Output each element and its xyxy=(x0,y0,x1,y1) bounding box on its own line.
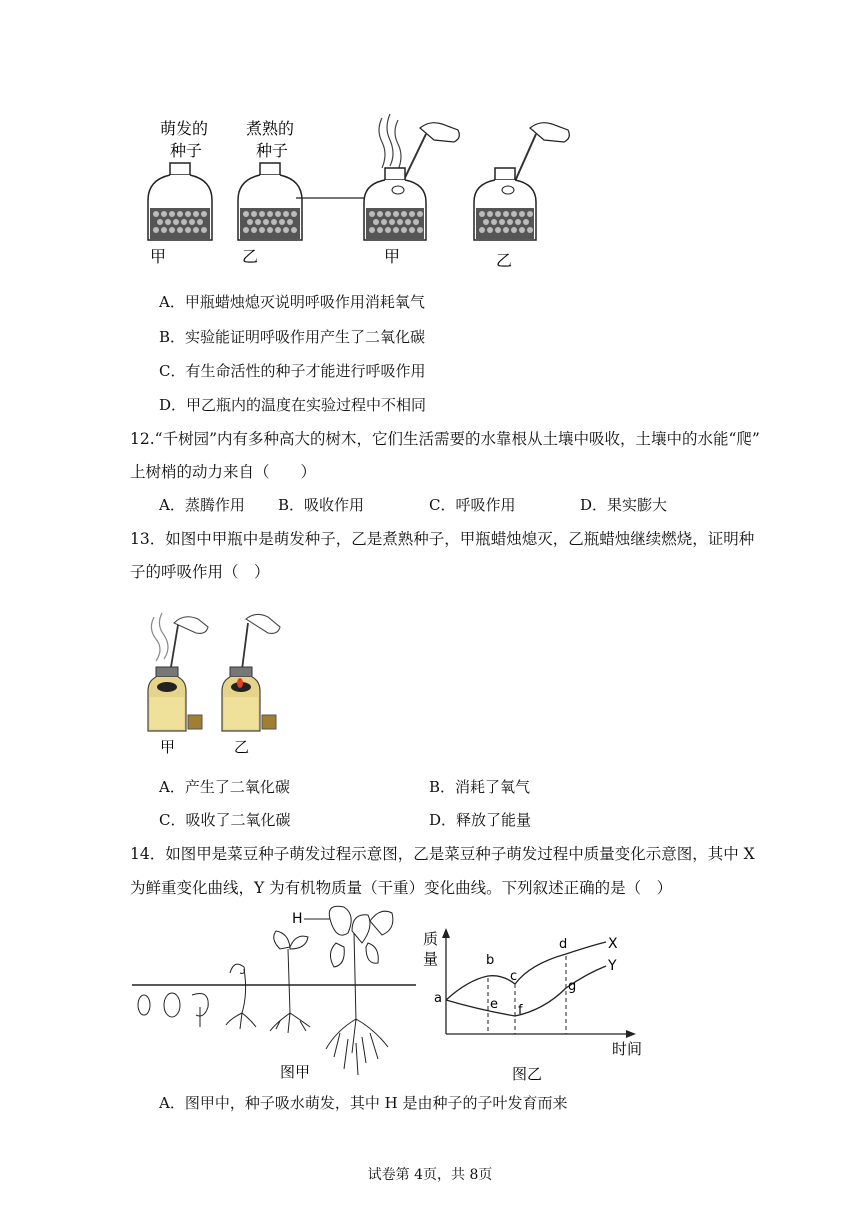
label-h: H xyxy=(292,911,303,927)
jar-label-1: 甲 xyxy=(150,247,167,266)
q12-stem-line1: 12.“千树园”内有多种高大的树木，它们生活需要的水靠根从土壤中吸收，土壤中的水能“爬” xyxy=(130,430,760,448)
q12-option-a: A．蒸腾作用 xyxy=(159,496,245,514)
q14-stem-line1: 14．如图甲是菜豆种子萌发过程示意图，乙是菜豆种子萌发过程中质量变化示意图，其中 X xyxy=(130,845,755,863)
q11-option-c: C．有生命活性的种子才能进行呼吸作用 xyxy=(159,362,426,380)
x-axis-label: 时间 xyxy=(612,1040,643,1058)
q12-option-d: D．果实膨大 xyxy=(580,496,668,514)
q11-option-a: A．甲瓶蜡烛熄灭说明呼吸作用消耗氧气 xyxy=(159,293,425,311)
jar-label-2: 乙 xyxy=(242,247,259,266)
q13-jar-label-yi: 乙 xyxy=(234,738,250,756)
q12-option-b: B．吸收作用 xyxy=(278,496,365,514)
q11-option-b: B．实验能证明呼吸作用产生了二氧化碳 xyxy=(159,328,426,346)
figure-q13-jars xyxy=(140,605,290,757)
q14-option-a: A．图甲中，种子吸水萌发，其中 H 是由种子的子叶发育而来 xyxy=(159,1094,568,1112)
fig-jia-caption: 图甲 xyxy=(280,1063,311,1081)
q11-option-d: D．甲乙瓶内的温度在实验过程中不相同 xyxy=(159,396,427,414)
q12-stem-line2: 上树梢的动力来自（ ） xyxy=(130,463,317,481)
q13-option-d: D．释放了能量 xyxy=(429,811,532,829)
jar-yi-left xyxy=(238,163,302,240)
page-footer: 试卷第 4页，共 8页 xyxy=(367,1167,493,1183)
figure-seed-jars xyxy=(130,110,600,270)
q13-stem-line1: 13．如图中甲瓶中是萌发种子，乙是煮熟种子，甲瓶蜡烛熄灭，乙瓶蜡烛继续燃烧，证明种 xyxy=(130,530,755,548)
q13-option-a: A．产生了二氧化碳 xyxy=(159,778,290,796)
figure-yi-mass-chart xyxy=(420,920,660,1085)
fig-yi-caption: 图乙 xyxy=(512,1065,543,1083)
label-cooked-seeds-2: 种子 xyxy=(256,141,289,160)
point-label-d: d xyxy=(559,937,568,952)
jar-label-4: 乙 xyxy=(496,251,513,270)
q13-jar-jia xyxy=(148,667,186,731)
q13-option-b: B．消耗了氧气 xyxy=(429,778,531,796)
curve-label-x: X xyxy=(608,936,618,952)
figure-jia-germination xyxy=(130,903,420,1083)
q13-stem-line2: 子的呼吸作用（ ） xyxy=(130,563,270,581)
q13-option-c: C．吸收了二氧化碳 xyxy=(159,811,291,829)
jar-jia-left xyxy=(148,163,212,240)
curve-x xyxy=(446,942,606,1000)
label-cooked-seeds-1: 煮熟的 xyxy=(246,119,295,138)
q13-jar-label-jia: 甲 xyxy=(160,738,176,756)
q14-stem-line2: 为鲜重变化曲线，Y 为有机物质量（干重）变化曲线。下列叙述正确的是（ ） xyxy=(130,879,673,897)
curve-label-y: Y xyxy=(608,958,617,974)
y-axis-label-1: 质 xyxy=(423,930,439,948)
point-label-e: e xyxy=(490,997,498,1012)
point-label-b: b xyxy=(486,953,495,968)
point-label-c: c xyxy=(510,969,518,984)
label-sprouting-seeds-2: 种子 xyxy=(170,141,203,160)
q12-option-c: C．呼吸作用 xyxy=(429,496,516,514)
q13-jar-yi xyxy=(222,667,260,731)
point-label-f: f xyxy=(518,1003,523,1018)
jar-jia-right xyxy=(364,114,459,240)
point-label-g: g xyxy=(568,979,577,994)
y-axis-label-2: 量 xyxy=(423,950,439,968)
jar-yi-right xyxy=(474,123,569,240)
jar-label-3: 甲 xyxy=(384,247,401,266)
point-label-a: a xyxy=(434,991,442,1006)
label-sprouting-seeds-1: 萌发的 xyxy=(160,119,209,138)
